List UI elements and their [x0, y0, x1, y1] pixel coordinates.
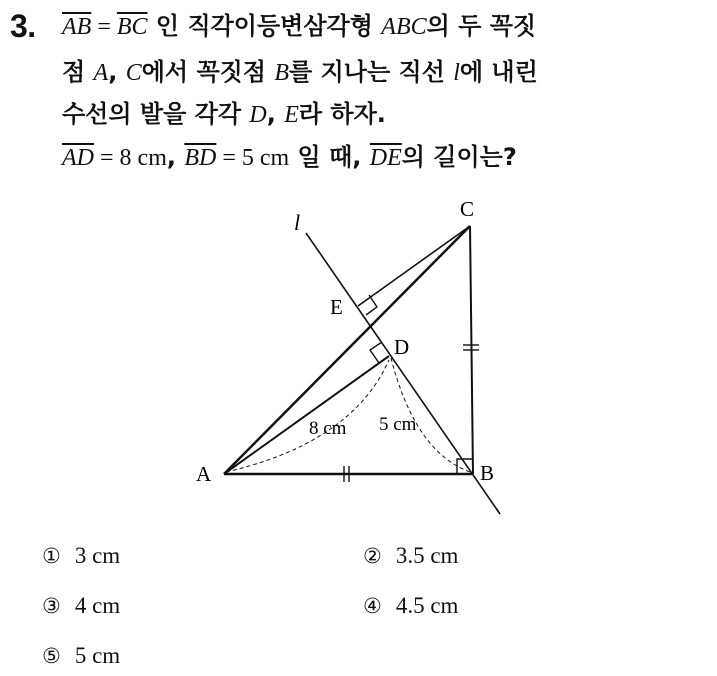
point-a: A	[93, 60, 109, 86]
choice-5[interactable]	[42, 643, 120, 669]
question-text: 일 때,	[289, 143, 370, 171]
line-l: l	[453, 60, 460, 86]
question-text: 점	[62, 58, 94, 86]
segment-ad: $\overline{AD}$	[62, 145, 94, 171]
segment-ac-line	[224, 226, 470, 474]
triangle-abc: ABC	[381, 14, 427, 40]
question-text: 의 두 꼭짓	[426, 12, 537, 40]
segment-bd: $\overline{BD}$	[184, 145, 217, 171]
question-text: 라 하자.	[298, 100, 386, 128]
segment-ad-line	[224, 356, 389, 474]
label-e: E	[330, 295, 343, 319]
point-e: E	[284, 102, 299, 128]
choice-text: 3 cm	[74, 543, 121, 568]
comma: ,	[266, 100, 285, 128]
question-text: 의 길이는?	[401, 143, 517, 171]
right-angle-d	[370, 342, 382, 363]
question-text: 인 직각이등변삼각형	[147, 12, 382, 40]
choice-2[interactable]	[363, 543, 458, 569]
question-text: 에 내린	[459, 58, 538, 86]
point-d: D	[249, 102, 267, 128]
choice-marker: ①	[42, 544, 61, 568]
question-text: 수선의 발을 각각	[62, 100, 250, 128]
question-text: 를 지나는 직선	[289, 58, 454, 86]
choice-1[interactable]	[42, 543, 120, 569]
comma: ,	[166, 143, 185, 171]
choice-marker: ③	[42, 594, 61, 618]
choice-text: 4 cm	[74, 593, 121, 618]
point-b: B	[274, 60, 290, 86]
label-bd-length: 5 cm	[379, 414, 417, 435]
choice-text: 4.5 cm	[395, 593, 459, 618]
right-angle-e	[366, 295, 377, 315]
ad-value: = 8 cm	[94, 145, 167, 171]
label-b: B	[480, 461, 495, 485]
label-a: A	[196, 462, 212, 486]
segment-ce-line	[358, 226, 470, 306]
equals-sign: =	[91, 14, 117, 40]
comma: ,	[108, 58, 126, 86]
choice-marker: ②	[363, 544, 382, 568]
question-number: 3.	[10, 8, 36, 44]
choice-text: 5 cm	[74, 643, 121, 668]
choice-text: 3.5 cm	[395, 543, 459, 568]
choice-marker: ⑤	[42, 644, 61, 668]
bd-value: = 5 cm	[216, 145, 290, 171]
label-l: l	[294, 210, 301, 235]
label-d: D	[394, 335, 410, 359]
label-ad-length: 8 cm	[309, 418, 347, 439]
choice-3[interactable]	[42, 593, 120, 619]
choice-4[interactable]	[363, 593, 458, 619]
question-text: 에서 꼭짓점	[141, 58, 275, 86]
point-c: C	[125, 60, 142, 86]
label-c: C	[460, 197, 475, 221]
choice-marker: ④	[363, 594, 382, 618]
segment-ab: $\overline{AB}$	[62, 14, 92, 40]
segment-bc: $\overline{BC}$	[116, 14, 148, 40]
segment-de: $\overline{DE}$	[369, 145, 402, 171]
